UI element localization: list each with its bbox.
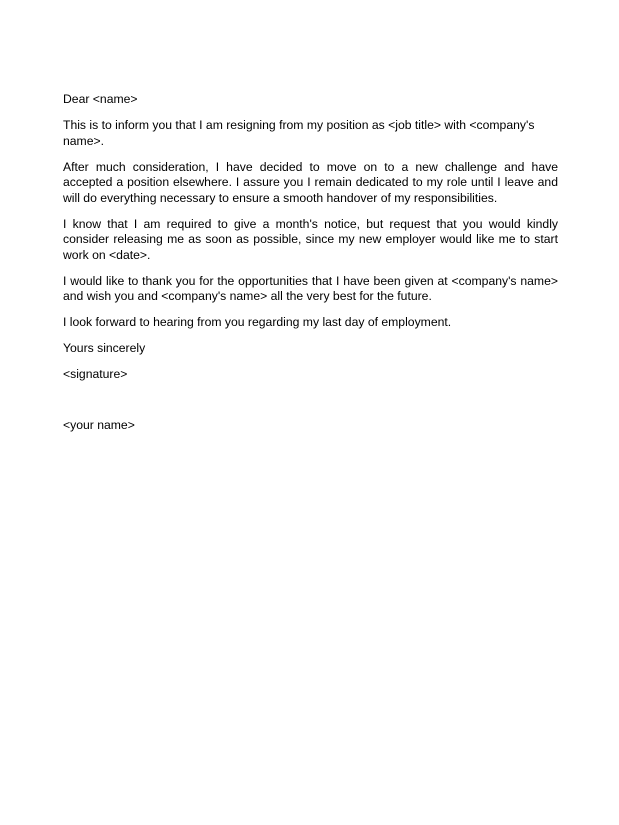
closing: Yours sincerely [63, 341, 146, 355]
letter-body [63, 92, 558, 444]
signature-placeholder: <signature> [63, 367, 128, 381]
paragraph-resignation-notice: This is to inform you that I am resigning from my position as <job title> with <company's name>. [63, 118, 535, 148]
salutation: Dear <name> [63, 92, 138, 106]
signature-space [63, 393, 558, 418]
paragraph-last-day: I look forward to hearing from you regarding my last day of employment. [63, 315, 452, 329]
sender-name: <your name> [63, 418, 135, 432]
paragraph-thanks: I would like to thank you for the opportunities that I have been given at <company's name> and wish you and <company's name> all the very best for the future. [63, 273, 558, 303]
paragraph-notice-period: I know that I am required to give a month's notice, but request that you would kindly consider releasing me as soon as possible, since my new employer would like me to start work on <date>. [63, 216, 558, 262]
paragraph-new-challenge: After much consideration, I have decided to move on to a new challenge and have accepted a position elsewhere. I assure you I remain dedicated to my role until I leave and will do everything necessary to ensure a smooth handover of my responsibilities. [63, 159, 558, 205]
